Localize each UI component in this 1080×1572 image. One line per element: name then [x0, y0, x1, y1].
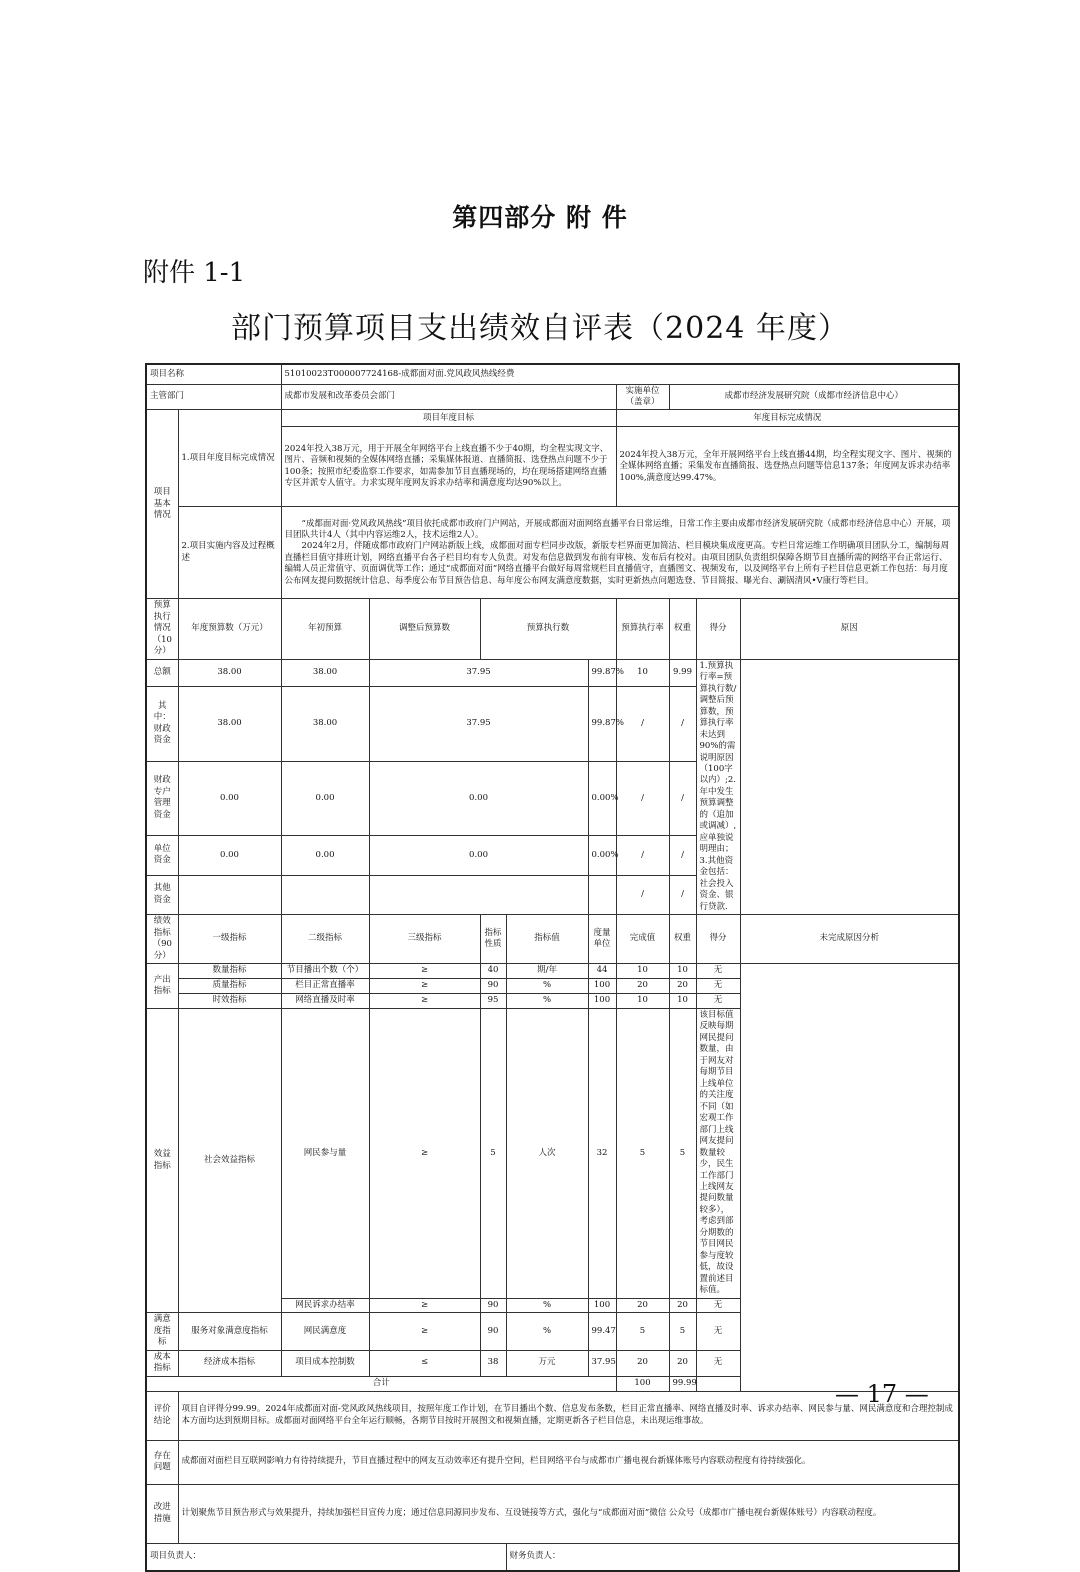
cell: 38: [480, 1350, 506, 1376]
cell: [696, 1376, 740, 1391]
cell: [281, 875, 369, 915]
document-title: 部门预算项目支出绩效自评表（2024 年度）: [231, 311, 849, 346]
budget-header: 原因: [740, 599, 959, 659]
cell: [178, 875, 281, 915]
level2-indicator: 数量指标: [178, 963, 281, 978]
indicator-row: [146, 963, 959, 978]
cell: 20: [669, 1298, 696, 1312]
level3-indicator: 网民参与量: [281, 1008, 369, 1298]
cell: 100: [588, 1298, 616, 1312]
cell: [369, 875, 588, 915]
unfinished-reason: 无: [696, 1298, 740, 1312]
cell: 38.00: [281, 687, 369, 761]
cell: 0.00: [281, 836, 369, 876]
dept: 成都市发展和改革委员会部门: [281, 384, 616, 410]
cell: %: [506, 978, 588, 993]
cell: 20: [669, 1350, 696, 1376]
cell: ≥: [369, 963, 480, 978]
cell: 44: [588, 963, 616, 978]
cell: 90: [480, 1298, 506, 1312]
budget-header: 年初预算: [281, 599, 369, 659]
cell: 20: [669, 978, 696, 993]
completion-header: 年度目标完成情况: [616, 410, 959, 427]
cell: 20: [616, 1298, 669, 1312]
cell: /: [669, 875, 696, 915]
level1-indicator: 效益指标: [146, 1008, 178, 1312]
impl-unit: 成都市经济发展研究院（成都市经济信息中心）: [669, 384, 959, 410]
problems: 成都面对面栏目互联网影响力有待持续提升，节目直播过程中的网友互动效率还有提升空间，栏目网络平台与成都市广播电视台新媒体账号内容联动程度有待持续强化。: [178, 1440, 959, 1484]
level3-indicator: 网民诉求办结率: [281, 1298, 369, 1312]
total-label: 合计: [146, 1376, 616, 1391]
cell: 0.00: [369, 761, 588, 835]
unfinished-reason: 无: [696, 1350, 740, 1376]
item1-goal: 2024年投入38万元，用于开展全年网络平台上线直播不少于40期，均全程实现文字、图片、音频和视频的全媒体网络直播；采集媒体报道、直播简报、选登热点问题不少于100条；按照市纪委监察工作要求，如需参加节目直播现场的，均在现场搭建网络直播专区并派专人值守。力求实现年度网友诉求办结率和满意度均达90%以上。: [281, 427, 616, 507]
budget-reason: 1.预算执行率=预算执行数/调整后预算数，预算执行率未达到90%的需说明原因（100字以内）;2.年中发生预算调整的（追加或调减）,应单独说明理由；3.其他资金包括：社会投入资金、银行贷款.: [696, 659, 740, 914]
item1-label: 1.项目年度目标完成情况: [178, 410, 281, 507]
annex-label: 附件 1-1: [143, 258, 246, 288]
unfinished-reason: 无: [696, 963, 740, 978]
level2-indicator: 服务对象满意度指标: [178, 1313, 281, 1350]
cell: 20: [616, 1350, 669, 1376]
perf-header: 得分: [696, 915, 740, 964]
item2-paragraph-2: 2024年2月，伴随成都市政府门户网站新版上线，成都面对面专栏同步改版，新版专栏界面更加简洁、栏目模块集成度更高。专栏日常运维工作明确项目团队分工，编制每周直播栏目值守排班计划，网络直播平台各子栏目均有专人负责。对发布信息做到发布前有审核、发布后有校对。由项目团队负责组织保障各期节目直播所需的网络平台正常运行、编辑人员正常值守、页面调优等工作；通过“成都面对面”网络直播平台做好每周常规栏目直播值守，直播图文、视频发布，以及网络平台上所有子栏目信息更新工作包括：每月度公布网友提问数据统计信息、每季度公布节目预告信息、每年度公布网友满意度数据，实时更新热点问题选登、节目简报、曝光台、涮锅清风•V康行等栏目。: [284, 541, 950, 586]
cell: 37.95: [588, 1350, 616, 1376]
indicator-row: [146, 1313, 959, 1350]
cell: 90: [480, 1313, 506, 1350]
budget-header: 预算执行率: [616, 599, 669, 659]
cell: /: [669, 761, 696, 835]
level2-indicator: 社会效益指标: [178, 1008, 281, 1312]
cell: 0.00: [178, 761, 281, 835]
budget-header: 年度预算数（万元）: [178, 599, 281, 659]
cell: [588, 875, 616, 915]
budget-header: 预算执行数: [480, 599, 616, 659]
page-number: — 17 —: [835, 1380, 929, 1408]
cell: 10: [616, 659, 669, 686]
cell: 5: [616, 1313, 669, 1350]
budget-category: 财政专户管理资金: [146, 761, 178, 835]
cell: %: [506, 1298, 588, 1312]
budget-header: 权重: [669, 599, 696, 659]
cell: 38.00: [178, 659, 281, 686]
cell: ≥: [369, 1008, 480, 1298]
conclusion: 项目自评得分99.99。2024年成都面对面-党风政风热线项目，按照年度工作计划，在节目播出个数、信息发布条数，栏目正常直播率、网络直播及时率、诉求办结率、网民参与量、网民满意度和合理控制成本方面均达到预期目标。成都面对面网络平台全年运行顺畅，各期节目按时开展图文和视频直播，定期更新各子栏目信息，未出现运维事故。: [178, 1391, 959, 1440]
cell: 99.47: [588, 1313, 616, 1350]
cell: %: [506, 993, 588, 1008]
cell: ≥: [369, 1298, 480, 1312]
level2-indicator: 质量指标: [178, 978, 281, 993]
project-name-label: 项目名称: [146, 364, 281, 384]
cell: /: [616, 761, 669, 835]
budget-category: 总额: [146, 659, 178, 686]
goal-header: 项目年度目标: [281, 410, 616, 427]
cell: 37.95: [369, 659, 588, 686]
finance-lead-label: 财务负责人：: [506, 1543, 959, 1571]
impl-label: 实施单位（盖章）: [616, 384, 669, 410]
cell: 20: [616, 978, 669, 993]
cell: 5: [616, 1008, 669, 1298]
cell: /: [669, 687, 696, 761]
cell: 10: [669, 963, 696, 978]
unfinished-reason: 无: [696, 978, 740, 993]
cell: 10: [616, 963, 669, 978]
cell: 10: [669, 993, 696, 1008]
cell: 100: [588, 978, 616, 993]
cell: ≥: [369, 978, 480, 993]
basic-info-label: 项目基本情况: [146, 410, 178, 599]
cell: %: [506, 1313, 588, 1350]
dept-label: 主管部门: [146, 384, 281, 410]
indicator-row: [146, 1008, 959, 1298]
budget-category: 其中：财政资金: [146, 687, 178, 761]
item1-done: 2024年投入38万元，全年开展网络平台上线直播44期，均全程实现文字、图片、视频的全媒体网络直播；采集发布直播简报、选登热点问题等信息137条；年度网友诉求办结率100%,满意度达99.47%。: [616, 427, 959, 507]
cell: 人次: [506, 1008, 588, 1298]
indicator-row: [146, 1350, 959, 1376]
budget-header: 调整后预算数: [369, 599, 480, 659]
item2-paragraph-1: “成都面对面·党风政风热线”项目依托成都市政府门户网站，开展成都面对面网络直播平台日常运维，日常工作主要由成都市经济发展研究院（成都市经济信息中心）开展，项目团队共计4人（其中内容运维2人，技术运维2人）。: [284, 518, 951, 540]
cell: ≥: [369, 1313, 480, 1350]
perf-header: 三级指标: [369, 915, 480, 964]
level3-indicator: 网民满意度: [281, 1313, 369, 1350]
budget-section-label: 预算执行情况（10分）: [146, 599, 178, 659]
perf-header: 指标值: [506, 915, 588, 964]
cell: 9.99: [669, 659, 696, 686]
cell: 95: [480, 993, 506, 1008]
project-lead-label: 项目负责人：: [146, 1543, 506, 1571]
cell: 10: [616, 993, 669, 1008]
budget-row: [146, 875, 959, 915]
level2-indicator: 时效指标: [178, 993, 281, 1008]
budget-row: [146, 761, 959, 835]
unfinished-reason: 无: [696, 993, 740, 1008]
perf-header: 权重: [669, 915, 696, 964]
indicator-row: [146, 978, 959, 993]
level3-indicator: 项目成本控制数: [281, 1350, 369, 1376]
indicator-row: [146, 993, 959, 1008]
conclusion-label: 评价结论: [146, 1391, 178, 1440]
perf-header: 指标性质: [480, 915, 506, 964]
perf-header: 二级指标: [281, 915, 369, 964]
part-heading: 第四部分 附 件: [452, 203, 628, 232]
level2-indicator: 经济成本指标: [178, 1350, 281, 1376]
level1-indicator: 产出指标: [146, 963, 178, 1008]
performance-section-label: 绩效指标（90分）: [146, 915, 178, 964]
cell: 万元: [506, 1350, 588, 1376]
measures: 计划聚焦节目预告形式与效果提升，持续加强栏目宣传力度；通过信息同源同步发布、互设链接等方式，强化与“成都面对面”微信 公众号（成都市广播电视台新媒体账号）内容联动程度。: [178, 1484, 959, 1543]
cell: 100: [588, 993, 616, 1008]
cell: ≤: [369, 1350, 480, 1376]
level1-indicator: 满意度指标: [146, 1313, 178, 1350]
budget-row: [146, 659, 959, 686]
project-name: 51010023T000007724168-成都面对面.党风政风热线经费: [281, 364, 959, 384]
cell: 0.00: [369, 836, 588, 876]
cell: /: [616, 875, 669, 915]
budget-row: [146, 687, 959, 761]
cell: /: [616, 836, 669, 876]
budget-header: 得分: [696, 599, 740, 659]
perf-header: 完成值: [616, 915, 669, 964]
level1-indicator: 成本指标: [146, 1350, 178, 1376]
cell: 37.95: [369, 687, 588, 761]
cell: 99.99: [669, 1376, 696, 1391]
cell: 0.00: [281, 761, 369, 835]
problems-label: 存在问题: [146, 1440, 178, 1484]
cell: 38.00: [178, 687, 281, 761]
cell: 5: [669, 1313, 696, 1350]
cell: 0.00: [178, 836, 281, 876]
cell: ≥: [369, 993, 480, 1008]
cell: 5: [480, 1008, 506, 1298]
cell: 0.00%: [588, 761, 616, 835]
cell: 99.87%: [588, 687, 616, 761]
cell: 90: [480, 978, 506, 993]
unfinished-reason: 无: [696, 1313, 740, 1350]
level3-indicator: 节目播出个数（个）: [281, 963, 369, 978]
level3-indicator: 栏目正常直播率: [281, 978, 369, 993]
cell: 99.87%: [588, 659, 616, 686]
cell: 5: [669, 1008, 696, 1298]
item2-label: 2.项目实施内容及过程概述: [178, 507, 281, 599]
perf-header: 一级指标: [178, 915, 281, 964]
unfinished-reason: 该目标值反映每期网民提问数量，由于网友对每期节目上线单位的关注度不同（如宏观工作部门上线网友提问数量较少，民生工作部门上线网友提问数量较多），考虑到部分期数的节目网民参与度较低，故设置前述目标值。: [696, 1008, 740, 1298]
cell: /: [616, 687, 669, 761]
budget-category: 其他资金: [146, 875, 178, 915]
measures-label: 改进措施: [146, 1484, 178, 1543]
cell: 期/年: [506, 963, 588, 978]
cell: 40: [480, 963, 506, 978]
cell: 38.00: [281, 659, 369, 686]
level3-indicator: 网络直播及时率: [281, 993, 369, 1008]
perf-header: 度量单位: [588, 915, 616, 964]
perf-header: 未完成原因分析: [740, 915, 959, 964]
cell: /: [669, 836, 696, 876]
cell: 100: [616, 1376, 669, 1391]
budget-row: [146, 836, 959, 876]
budget-category: 单位资金: [146, 836, 178, 876]
cell: 32: [588, 1008, 616, 1298]
cell: 0.00%: [588, 836, 616, 876]
